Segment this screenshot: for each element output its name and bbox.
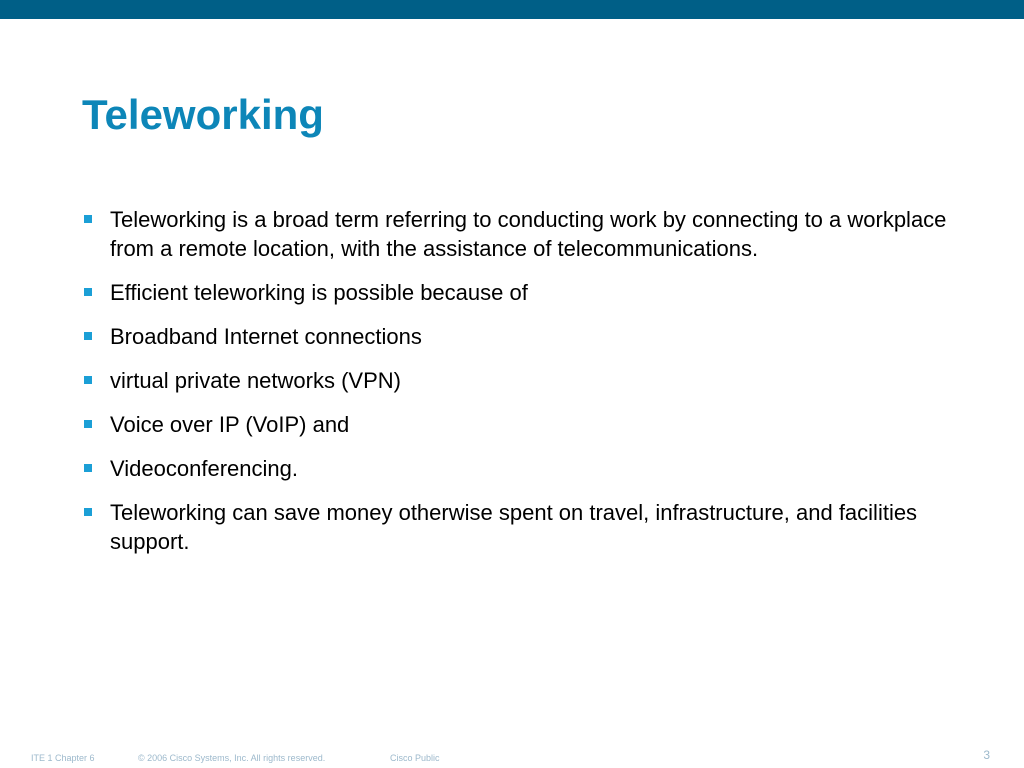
bullet-item: [84, 454, 954, 483]
bullet-list: [84, 205, 954, 571]
bullet-text: Videoconferencing.: [110, 456, 298, 481]
bullet-item: [84, 278, 954, 307]
square-bullet-icon: [84, 508, 92, 516]
bullet-text: Voice over IP (VoIP) and: [110, 412, 350, 437]
bullet-item: [84, 366, 954, 395]
square-bullet-icon: [84, 376, 92, 384]
bullet-text: Broadband Internet connections: [110, 324, 422, 349]
bullet-text: Teleworking is a broad term referring to conducting work by connecting to a workplace from a remote location, with the assistance of telecommunications.: [110, 207, 947, 261]
header-band: [0, 0, 1024, 19]
square-bullet-icon: [84, 215, 92, 223]
square-bullet-icon: [84, 420, 92, 428]
bullet-item: [84, 205, 954, 263]
bullet-item: [84, 498, 954, 556]
bullet-text: virtual private networks (VPN): [110, 368, 401, 393]
footer: [0, 752, 1024, 766]
bullet-item: [84, 410, 954, 439]
square-bullet-icon: [84, 288, 92, 296]
square-bullet-icon: [84, 332, 92, 340]
bullet-text: Efficient teleworking is possible because of: [110, 280, 528, 305]
footer-copyright: © 2006 Cisco Systems, Inc. All rights reserved.: [138, 753, 326, 763]
footer-classification: Cisco Public: [390, 753, 440, 763]
square-bullet-icon: [84, 464, 92, 472]
page-number: 3: [983, 748, 990, 762]
bullet-item: [84, 322, 954, 351]
footer-chapter: ITE 1 Chapter 6: [31, 753, 95, 763]
slide-title: Teleworking: [82, 91, 324, 138]
bullet-text: Teleworking can save money otherwise spent on travel, infrastructure, and facilities support.: [110, 500, 918, 554]
